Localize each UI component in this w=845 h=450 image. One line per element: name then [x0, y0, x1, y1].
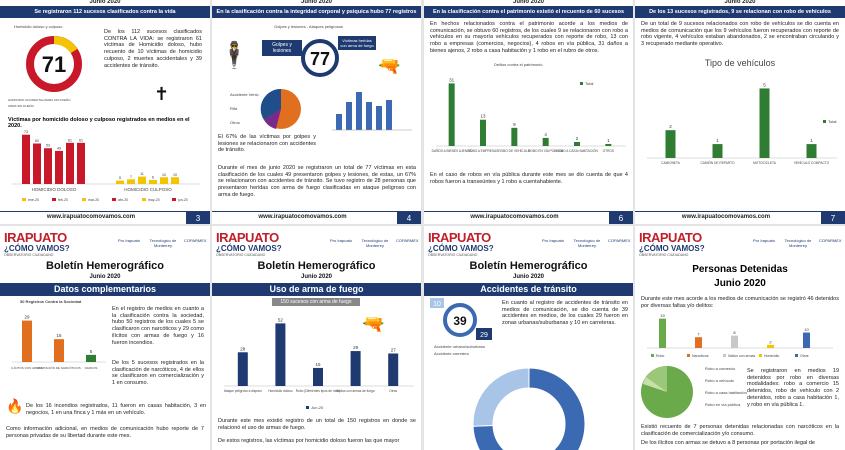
bar [695, 337, 702, 348]
bar [605, 144, 611, 146]
legend-urbano: Accidente urbano/suburbano [434, 344, 486, 349]
bar [803, 333, 810, 348]
body-text: De los 16 incendios registrados, 11 fueron en casas habitación, 3 en negocios, 1 en una finca y 1 más en un vehículo. [26, 403, 206, 416]
chart-title: Delitos contra el patrimonio [494, 62, 543, 67]
tec-logo: Tecnológico de Monterrey [784, 238, 812, 248]
tick-label: ILÍCITOS CON ARMAS [11, 366, 43, 370]
bar [543, 138, 549, 146]
legend-label: Total [585, 81, 594, 86]
accidentes-donut [430, 356, 628, 450]
data-label: 13 [480, 113, 486, 119]
data-label: 8 [733, 330, 736, 336]
tick-label: Otros [389, 389, 398, 393]
bar [138, 177, 146, 184]
total-accidentes: 39 [453, 314, 467, 328]
tick-label: Homicidio doloso [268, 389, 293, 393]
legend-swatch [580, 82, 583, 85]
body-text: De los 112 sucesos clasificados CONTRA LA VIDA: se registraron 61 víctimas de Homicidio doloso, hubo recuento de 10 víctimas de homicidio culposo, 2 muertes accidentales y 39 accidentes de tránsito. [104, 29, 202, 69]
tag-arma: Víctimas heridas con arma de fuego [338, 36, 376, 50]
homicide-chart [8, 126, 204, 204]
data-label: 7 [697, 331, 700, 337]
bar [767, 345, 774, 348]
bulletin-title: Boletín Hemerográfico [257, 260, 376, 272]
vehiculos-chart [641, 70, 839, 180]
data-label: 49 [57, 146, 61, 151]
chart-title: 50 Registros Contra la Sociedad [20, 299, 82, 304]
tec-logo: Tecnológico de Monterrey [149, 238, 177, 248]
page-7 [635, 0, 845, 224]
page-number: 3 [186, 212, 210, 224]
data-label: 29 [353, 345, 359, 351]
legend-carretera: Accidente carretera [434, 351, 469, 356]
legend-swatch [306, 406, 309, 409]
body-text: Se registraron en medios 19 detenidos por robo en diversas modalidades: robo a comercio 15 detenidos, robo de vehículo con 2 detenidos, robo a casa habitación 1, y robo en vía pública 1. [747, 368, 839, 408]
body-text: Durante este mes acorde a los medios de comunicación se registró 46 detenidos por diversas faltas y/o delitos: [641, 296, 839, 309]
carretera-count: 10 [433, 301, 441, 308]
data-label: 5 [89, 348, 93, 354]
data-label: 5 [119, 176, 121, 181]
bar [55, 151, 63, 184]
tick-label: HOMICIDIO CULPOSO [124, 187, 172, 192]
data-label: 61 [68, 138, 72, 143]
bar [807, 144, 817, 158]
legend-label: may-20 [148, 198, 160, 202]
pro-irapuato-logo: Pro Irapuato [753, 238, 776, 243]
gauge-label: Homicidio doloso y culposo [14, 24, 63, 29]
pie-legend: Robo a casa habitación [705, 390, 747, 395]
sociedad-chart [6, 306, 108, 384]
legend-swatch [759, 354, 762, 357]
page-header: Junio 2020 [89, 0, 121, 5]
bulletin-date: Junio 2020 [89, 274, 121, 280]
pro-irapuato-logo: Pro Irapuato [542, 238, 565, 243]
bar [574, 142, 580, 146]
body-text: En hechos relacionados contra el patrimonio acorde a los medios de comunicación, se obtuvo 60 registros, de los cuales 9 se relacionaron con robo a vehículos en su mayoría vehículos recuperados con reporte de robo, 13 con robo a empresas (comercios, negocios), 4 robos en vía pública, 31 daños a bienes ajenos, 2 robo a casa habitación y 1 robo en el rubro de otros. [430, 21, 628, 54]
data-label: 53 [46, 143, 50, 148]
data-label: 16 [56, 333, 62, 339]
tick-label: ROBO A EMPRESAS [467, 149, 499, 153]
legend-swatch [795, 354, 798, 357]
legend-label: abr-20 [118, 198, 129, 202]
pie-legend: Robo a vehículo [705, 378, 734, 383]
legend-swatch [82, 198, 86, 201]
data-label: 2 [769, 339, 772, 345]
page-6 [424, 0, 633, 224]
data-label: 5 [763, 82, 766, 88]
bar [511, 128, 517, 146]
data-label: 10 [162, 172, 166, 177]
data-label: 1 [607, 137, 610, 143]
legend-swatch [52, 198, 56, 201]
bulletin-date: Junio 2020 [512, 274, 544, 280]
legend-item: HOMICIDIO ACCIDENTAL/ARMA SIN DUEÑO [8, 98, 71, 102]
urbano-count: 29 [480, 332, 488, 339]
tick-label: Ataque peligroso a disparo [223, 389, 262, 393]
bar [713, 144, 723, 158]
tec-logo: Tecnológico de Monterrey [573, 238, 601, 248]
body-text: Como información adicional, en medios de comunicación hubo reporte de 7 personas privadas de su libertad durante este mes. [6, 426, 204, 439]
page-3 [0, 0, 210, 224]
data-label: 2 [575, 135, 579, 141]
tec-logo: Tecnológico de Monterrey [361, 238, 389, 248]
bar [731, 336, 738, 348]
body-text: Durante este mes existió registro de un total de 150 registros en donde se relacionó el uso de armas de fuego. [218, 418, 416, 431]
detenidos-chart [641, 310, 839, 360]
legend-label: mar-20 [88, 198, 100, 202]
pie-legend: Robo a comercio [705, 366, 736, 371]
arma-fuego-chart [218, 308, 416, 412]
section-title: Uso de arma de fuego [212, 283, 421, 296]
subtitle: Golpes y lesiones - Ataques peligrosos [274, 24, 343, 29]
bar [171, 177, 179, 184]
bulletin-title: Boletín Hemerográfico [46, 260, 164, 272]
page-number: 4 [397, 212, 421, 224]
data-label: 29 [24, 314, 30, 320]
irapuato-logo: IRAPUATO ¿CÓMO VAMOS? OBSERVATORIO CIUDADANO [4, 230, 70, 257]
body-text: El 67% de las víctimas por golpes y lesiones se relacionaron con accidentes de tránsito. [218, 134, 316, 154]
irapuato-logo: IRAPUATO ¿CÓMO VAMOS? OBSERVATORIO CIUDADANO [428, 230, 494, 257]
data-label: 28 [240, 346, 246, 352]
legend-swatch [687, 354, 690, 357]
bar [22, 321, 32, 362]
page-title: Personas Detenidas [692, 264, 788, 275]
data-label: 11 [140, 172, 144, 177]
footer-url[interactable]: www.irapuatocomovamos.com [258, 214, 347, 220]
bar [127, 179, 135, 184]
arma-chart [330, 84, 414, 134]
data-label: 73 [24, 130, 28, 135]
bar [659, 319, 666, 348]
gauge-ring [24, 34, 84, 94]
body-text: En cuanto al registro de accidentes de tránsito en medios de comunicación, se dio cuenta de 39 accidentes en medios, de los cuales 29 fueron en zonas urbanas/suburbanas y 10 en carreteras. [502, 300, 628, 327]
revolver-icon: 🔫 [362, 314, 385, 334]
legend-item: ARMA SIN DUEÑO [8, 104, 35, 108]
data-label: 9 [513, 121, 516, 127]
section-bar: En la clasificación contra la integridad corporal y psiquica hubo 77 registros [212, 6, 421, 18]
pie-legend: Otros [230, 120, 240, 125]
tick-label: NARCOS [84, 366, 98, 370]
bar [149, 180, 157, 184]
legend-swatch [22, 198, 26, 201]
data-label: 1 [716, 138, 719, 144]
body-text: De los ilícitos con armas se detuvo a 8 personas por portación ilegal de [641, 440, 815, 446]
data-label: 61 [79, 138, 83, 143]
legend-swatch [823, 120, 826, 123]
bar [66, 143, 74, 184]
tick-label: ROBO A CASA HABITACIÓN [556, 149, 598, 153]
tick-label: ROBO DE VEHÍCULO [498, 149, 531, 153]
body-text: En el caso de robos en vía pública durante este mes se dio cuenta de que 4 robos fueron a transeúntes y 1 robo a cuentahabiente. [430, 172, 628, 185]
legend-label: Jun-20 [311, 405, 324, 410]
page-header: Junio 2020 [724, 0, 756, 5]
tick-label: VEHÍCULO COMPACTO [793, 161, 830, 165]
total-value: 77 [309, 49, 331, 69]
body-text: De estos registros, las víctimas por homicidio doloso fueron las que mayor [218, 438, 400, 444]
data-label: 31 [449, 77, 455, 83]
bar [449, 83, 455, 146]
footer [0, 211, 210, 224]
page-4 [212, 0, 421, 224]
data-label: 4 [544, 131, 547, 137]
boletin-datos-complementarios [0, 226, 210, 450]
legend-label: Ilícitos con armas [728, 354, 756, 358]
legend-label: ene-20 [28, 198, 39, 202]
pie-legend: Rifa [230, 106, 238, 111]
footer [635, 211, 845, 224]
data-label: 2 [669, 124, 672, 130]
data-label: 1 [810, 138, 813, 144]
coparmex-logo: COPARMEX [819, 238, 842, 243]
bar [480, 120, 486, 146]
pro-irapuato-logo: Pro Irapuato [330, 238, 353, 243]
body-text: En el registro de medios en cuanto a la clasificación contra la sociedad, hubo 50 registros de los cuales 5 se clasificaron con narcóticos y 29 como ilícitos con armas de fuego y 16 fueron incendios. [112, 306, 204, 346]
body-text: Existió recuento de 7 personas detenidas relacionadas con narcóticos en la clasificación de comercialización y/o consumo. [641, 424, 839, 437]
legend-swatch [142, 198, 146, 201]
bar [760, 88, 770, 158]
bar [351, 351, 361, 386]
data-label: 7 [130, 174, 132, 179]
tick-label: PORTACIÓN DE NARCÓTICOS [37, 366, 81, 370]
fire-icon: 🔥 [6, 398, 24, 414]
tag-golpes: Golpes y lesiones [262, 40, 302, 56]
total-ring [300, 38, 340, 78]
tick-label: Ilícitos con armas de fuego [336, 389, 375, 393]
data-label: 27 [390, 347, 396, 353]
data-label: 19 [660, 313, 665, 319]
tick-label: CAMIONETA [661, 161, 680, 165]
tick-label: OTROS [602, 149, 615, 153]
legend-label: Robo [656, 354, 665, 358]
tick-label: CAMIÓN DE REPARTO [700, 161, 735, 165]
data-label: 10 [173, 172, 177, 177]
gauge-value: 71 [41, 52, 67, 77]
legend-swatch [651, 354, 654, 357]
bar [77, 143, 85, 184]
coparmex-logo: COPARMEX [608, 238, 631, 243]
chart-title: Víctimas por homicidio doloso y culposo registrados en medios en el 2020. [8, 117, 190, 129]
tick-label: ROBO EN VÍA PÚBLICA [528, 149, 564, 153]
legend-label: jun-20 [178, 198, 188, 202]
bar [33, 144, 41, 185]
robo-pie [639, 362, 699, 422]
pie-legend: Accidente Vehic. [230, 92, 260, 97]
bar [44, 148, 52, 184]
cross-icon: ✝ [154, 84, 170, 104]
footer [424, 211, 633, 224]
page-header: Junio 2020 [512, 0, 544, 5]
shooter-icon: 🔫 [378, 56, 401, 76]
tick-label: Robo (Diferentes tipos de robo) [295, 389, 341, 393]
data-label: 6 [152, 175, 154, 180]
bar [54, 339, 64, 362]
data-label: 15 [315, 361, 321, 367]
legend-swatch [723, 354, 726, 357]
section-bar: De los 13 sucesos registrados, 9 se relacionan con robo de vehículos [635, 6, 845, 18]
bar [666, 130, 676, 158]
page-date: Junio 2020 [714, 278, 766, 289]
section-bar: En la clasificación contra el patrimonio existió el recuento de 60 sucesos [424, 6, 633, 18]
boletin-accidentes [424, 226, 633, 450]
donut-slice [473, 368, 529, 426]
body-text: De un total de 9 sucesos relacionados con robo de vehículos se dio cuenta en medios de comunicación que los 9 vehículos fueron recuperados con reporte de robo vigente, 4 vehículos estaban abandonados, 2 se encontraban circulando y 3 recuperado mediante operativo. [641, 21, 839, 48]
data-label: 10 [804, 327, 809, 333]
bar [238, 352, 248, 386]
person-icon: 🕴 [218, 40, 251, 70]
section-bar: Se registraron 112 sucesos clasificados contra la vida [0, 6, 210, 18]
data-label: 60 [35, 139, 39, 143]
legend-label: feb-20 [58, 198, 68, 202]
legend-label: Homicidio [764, 354, 780, 358]
personas-detenidas [635, 226, 845, 450]
bar [313, 368, 323, 386]
bar [388, 353, 398, 386]
bar [160, 177, 168, 184]
section-title: Datos complementarios [0, 283, 210, 296]
bar [86, 355, 96, 362]
legend-label: Total [828, 119, 837, 124]
irapuato-logo: IRAPUATO ¿CÓMO VAMOS? OBSERVATORIO CIUDADANO [216, 230, 282, 257]
body-text: De los 5 sucesos registrados en la clasificación de narcóticos, 4 de ellos se clasificaron en comercialización y 1 en consumo. [112, 360, 204, 387]
accidentes-ring [430, 298, 496, 342]
coparmex-logo: COPARMEX [184, 238, 207, 243]
bar [275, 323, 285, 386]
pro-irapuato-logo: Pro Irapuato [118, 238, 141, 243]
section-title: Accidentes de tránsito [424, 283, 633, 296]
patrimonio-chart [430, 68, 628, 168]
coparmex-logo: COPARMEX [396, 238, 419, 243]
page-header: Junio 2020 [300, 0, 332, 5]
footer [212, 211, 421, 224]
legend-label: Narcóticos [692, 354, 709, 358]
pie-legend: Robo en vía pública [705, 402, 741, 407]
page-number: 7 [821, 212, 845, 224]
tick-label: MOTOCICLETA [753, 161, 776, 165]
chart-title: Tipo de vehículos [704, 58, 776, 68]
page-number: 6 [609, 212, 633, 224]
footer-url[interactable]: www.irapuatocomovamos.com [681, 214, 771, 220]
footer-url[interactable]: www.irapuatocomovamos.com [470, 214, 559, 220]
bulletin-date: Junio 2020 [300, 274, 332, 280]
footer-url[interactable]: www.irapuatocomovamos.com [46, 214, 136, 220]
boletin-arma-fuego [212, 226, 421, 450]
data-label: 52 [277, 317, 283, 323]
bulletin-title: Boletín Hemerográfico [469, 260, 588, 272]
body-text: Durante el mes de junio 2020 se registraron un total de 77 víctimas en esta clasificación de los cuales 49 presentaron golpes y lesiones, de estas, un 67% se relacionaron con accidentes de tránsito. Se tuvo registro de 28 personas que presentaron heridas con arma de fuego clasificadas en ataque peligroso con arma de fuego. [218, 165, 416, 198]
legend-swatch [112, 198, 116, 201]
lesiones-pie [256, 84, 306, 134]
tick-label: DAÑOS A BIENES AJENOS [431, 149, 472, 153]
bar [22, 135, 30, 184]
legend-label: Otros [800, 354, 809, 358]
irapuato-logo: IRAPUATO ¿CÓMO VAMOS? OBSERVATORIO CIUDADANO [639, 230, 705, 257]
tick-label: HOMICIDIO DOLOSO [31, 187, 77, 192]
chart-title: 150 sucesos con arma de fuego [272, 298, 360, 306]
bar [116, 181, 124, 184]
legend-swatch [172, 198, 176, 201]
